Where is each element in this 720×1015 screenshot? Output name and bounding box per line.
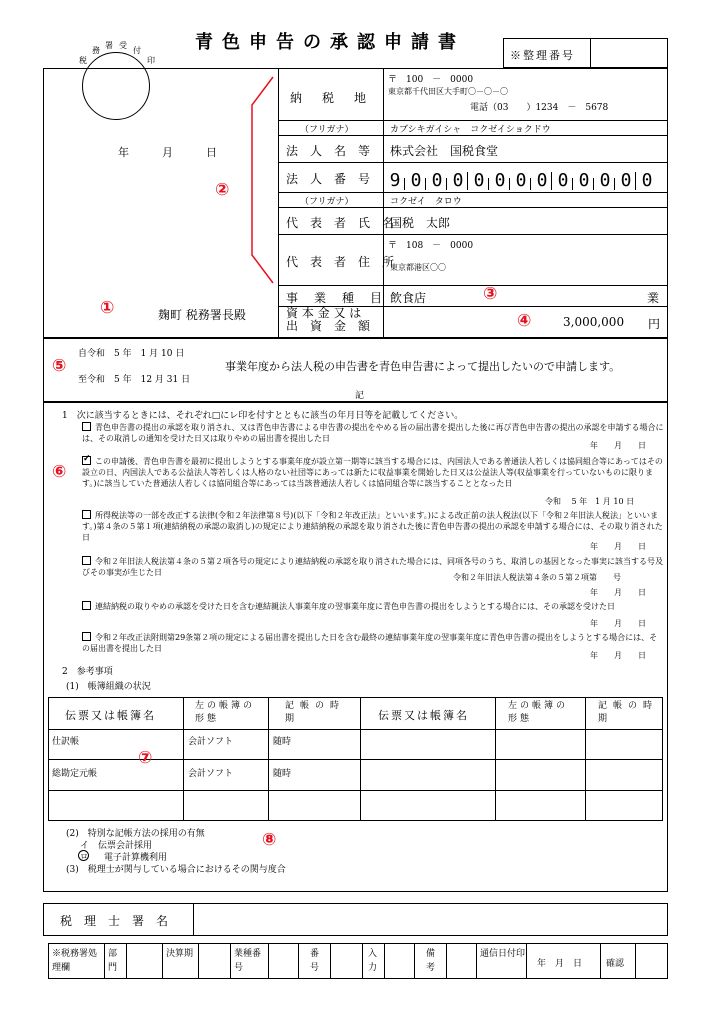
office-col: 備考 — [426, 949, 436, 973]
item-date: 年 月 日 — [590, 651, 646, 660]
office-col: 番号 — [310, 949, 320, 973]
col-header: 記帳の時期 — [598, 701, 659, 724]
representative-kana: コクゼイ タロウ — [390, 197, 462, 207]
corp-digit: 0 — [641, 170, 653, 191]
checklist-item: 青色申告書の提出の承認を取り消され、又は青色申告書による申告書の提出をやめる旨の届出書を提出した後に再び青色申告書の提出の承認を申請する場合には、その取消しの通知を受けた日又は取りやめの届出書を提出した日 — [82, 423, 664, 443]
item-date: 年 月 日 — [590, 619, 646, 628]
col-header: 伝票又は帳簿名 — [378, 709, 469, 722]
business-type: 飲食店 — [390, 291, 427, 305]
checklist-item: 連結納税の取りやめの承認を受けた日を含む連結親法人事業年度の翌事業年度に青色申告書の提出をしようとする場合には、その承認を受けた日 — [82, 601, 664, 612]
postal-code: 〒 100 － 0000 — [388, 75, 474, 85]
item-date: 年 月 日 — [590, 588, 646, 597]
checkbox-checked[interactable] — [82, 456, 91, 465]
seal-char: 受 — [119, 41, 127, 50]
col-header: 記帳の時期 — [285, 701, 346, 724]
checkbox[interactable] — [82, 556, 91, 565]
seal-char: 務 — [92, 46, 100, 55]
application-statement: 事業年度から法人税の申告書を青色申告書によって提出したいので申請します。 — [225, 360, 621, 373]
corp-digit: 0 — [452, 170, 464, 191]
representative-label: 代 表 者 氏 名 — [286, 216, 395, 230]
representative-address: 東京都港区〇〇 — [390, 263, 446, 272]
period-to: 至令和 5 年 12 月 31 日 — [78, 375, 191, 385]
corp-digit: 0 — [599, 170, 611, 191]
seal-char: 税 — [79, 56, 87, 65]
business-unit: 業 — [647, 291, 660, 305]
corp-digit: 0 — [494, 170, 506, 191]
table-cell: 随時 — [273, 737, 292, 747]
reference-number-label: ※整理番号 — [510, 49, 575, 62]
seal-char: 印 — [147, 56, 155, 65]
office-col: 決算期 — [166, 949, 194, 959]
item-date: 年 月 日 — [590, 542, 646, 551]
furigana-label: （フリガナ） — [300, 197, 354, 207]
marker-7: ⑦ — [138, 748, 153, 768]
corp-digit: 0 — [431, 170, 443, 191]
corp-digit: 0 — [536, 170, 548, 191]
furigana-label: （フリガナ） — [300, 125, 354, 135]
bracket-icon — [248, 75, 278, 285]
table-cell: 随時 — [273, 769, 292, 779]
seal-char: 付 — [133, 46, 141, 55]
table-cell: 会計ソフト — [188, 769, 234, 779]
representative-address-label: 代 表 者 住 所 — [286, 255, 395, 269]
table-cell: 会計ソフト — [188, 737, 234, 747]
marker-8: ⑧ — [262, 830, 277, 850]
page-title: 青色申告の承認申請書 — [195, 32, 465, 53]
representative-name: 国税 太郎 — [390, 216, 451, 230]
marker-4: ④ — [517, 311, 532, 331]
corp-digit: 0 — [473, 170, 485, 191]
office-col: 入力 — [368, 949, 378, 973]
marker-1: ① — [100, 298, 115, 318]
marker-6: ⑥ — [52, 462, 67, 482]
office-use-label: ※税務署処理欄 — [52, 949, 98, 973]
col-header: 左の帳簿の形態 — [195, 701, 256, 724]
table-cell: 仕訳帳 — [52, 737, 80, 747]
address-value: 東京都千代田区大手町〇－〇－〇 — [388, 87, 508, 96]
office-col: 通信日付印 — [480, 949, 526, 959]
company-kana: カブシキガイシャ コクゼイショクドウ — [390, 125, 551, 135]
checklist-item: 令和２年改正法附則第29条第２項の規定による届出書を提出した日を含む最終の連結事業年度の翌事業年度に青色申告書の提出をしようとする場合には、その届出書を提出した日 — [82, 633, 658, 653]
marker-2: ② — [215, 180, 230, 200]
company-label: 法 人 名 等 — [286, 144, 371, 158]
checkbox[interactable] — [82, 422, 91, 431]
corporate-number-label: 法 人 番 号 — [286, 172, 371, 186]
office-col: 年 月 日 — [537, 959, 583, 969]
item-extra: 令和２年旧法人税法第４条の５第２項第 号 — [453, 573, 621, 582]
section2-sub2-option: 電子計算機利用 — [104, 853, 168, 863]
capital-unit: 円 — [648, 317, 661, 331]
seal-char: 署 — [105, 41, 113, 50]
marker-5: ⑤ — [52, 356, 67, 376]
table-cell: 総勘定元帳 — [52, 769, 98, 779]
item-date: 年 月 日 — [590, 441, 646, 450]
section2-sub2: (2) 特別な記帳方法の採用の有無 — [66, 829, 205, 839]
section2-sub2-mark: ロ — [80, 852, 88, 861]
checklist-item: 令和２年旧法人税法第４条の５第２項各号の規定により連結納税の承認を取り消された場合には、同項各号のうち、取消しの基因となった事実に該当する号及びその事実が生じた日 — [82, 557, 663, 577]
phone-number: 電話（03 ）1234 － 5678 — [470, 103, 609, 113]
corp-digit: 9 — [389, 170, 401, 191]
office-col: 業種番号 — [234, 949, 262, 973]
section2-sub2-option: イ 伝票会計採用 — [80, 841, 153, 851]
section2-header: 2 参考事項 — [62, 667, 113, 677]
tax-office-addressee: 麹町 税務署長殿 — [158, 308, 246, 322]
section1-header: 1 次に該当するときには、それぞれ□にレ印を付すとともに該当の年月日等を記載してください。 — [62, 411, 464, 421]
period-from: 自令和 5 年 1 月 10 日 — [78, 349, 185, 359]
checklist-item: ✓この申請後、青色申告書を最初に提出しようとする事業年度が設立第一期等に該当する場合には、内国法人である普通法人若しくは協同組合等にあってはその設立の日、内国法人である公益法人等若しくは人格のない社団等にあっては新たに収益事業を開始した日又は公益法人等(収益事業を行っていないものに限ります。)に該当していた普通法人若しくは協同組合等にあっては当該普通法人若しくは協同組合等に該当することとなった日 — [82, 456, 664, 489]
corp-digit: 0 — [578, 170, 590, 191]
capital-label: 資 本 金 又 は 出 資 金 額 — [286, 306, 371, 333]
corp-digit: 0 — [515, 170, 527, 191]
tax-accountant-label: 税 理 士 署 名 — [60, 914, 169, 928]
col-header: 左の帳簿の形態 — [508, 701, 569, 724]
office-col: 部門 — [108, 949, 118, 973]
marker-3: ③ — [483, 284, 498, 304]
business-label: 事 業 種 目 — [286, 291, 385, 305]
checkbox[interactable] — [82, 510, 91, 519]
ki-label: 記 — [355, 391, 365, 401]
section2-sub3: (3) 税理士が関与している場合におけるその関与度合 — [66, 865, 286, 875]
application-date: 年 月 日 — [118, 146, 217, 159]
item-date: 令和 5 年 1 月 10 日 — [545, 497, 635, 506]
address-label: 納 税 地 — [290, 91, 371, 105]
reference-number-box — [503, 38, 668, 68]
capital-amount: 3,000,000 — [563, 315, 625, 329]
corporate-number — [384, 170, 668, 192]
checkbox[interactable] — [82, 632, 91, 641]
corp-digit: 0 — [620, 170, 632, 191]
col-header: 伝票又は帳簿名 — [65, 709, 156, 722]
company-name: 株式会社 国税食堂 — [390, 144, 499, 158]
corp-digit: 0 — [410, 170, 422, 191]
checkbox[interactable] — [82, 601, 91, 610]
corp-digit: 0 — [557, 170, 569, 191]
section2-sub1: (1) 帳簿組織の状況 — [66, 682, 151, 692]
office-col: 確認 — [606, 959, 625, 969]
representative-postal: 〒 108 － 0000 — [388, 241, 474, 251]
checklist-item: 所得税法等の一部を改正する法律(令和２年法律第８号)(以下「令和２年改正法」といいます。)による改正前の法人税法(以下「令和２年旧法人税法」といいます。)第４条の５第１項(連結納税の承認の取消し)の規定により連結納税の承認を取り消された後に青色申告書の提出の承認を申請する場合には、その取り消された日 — [82, 511, 663, 542]
